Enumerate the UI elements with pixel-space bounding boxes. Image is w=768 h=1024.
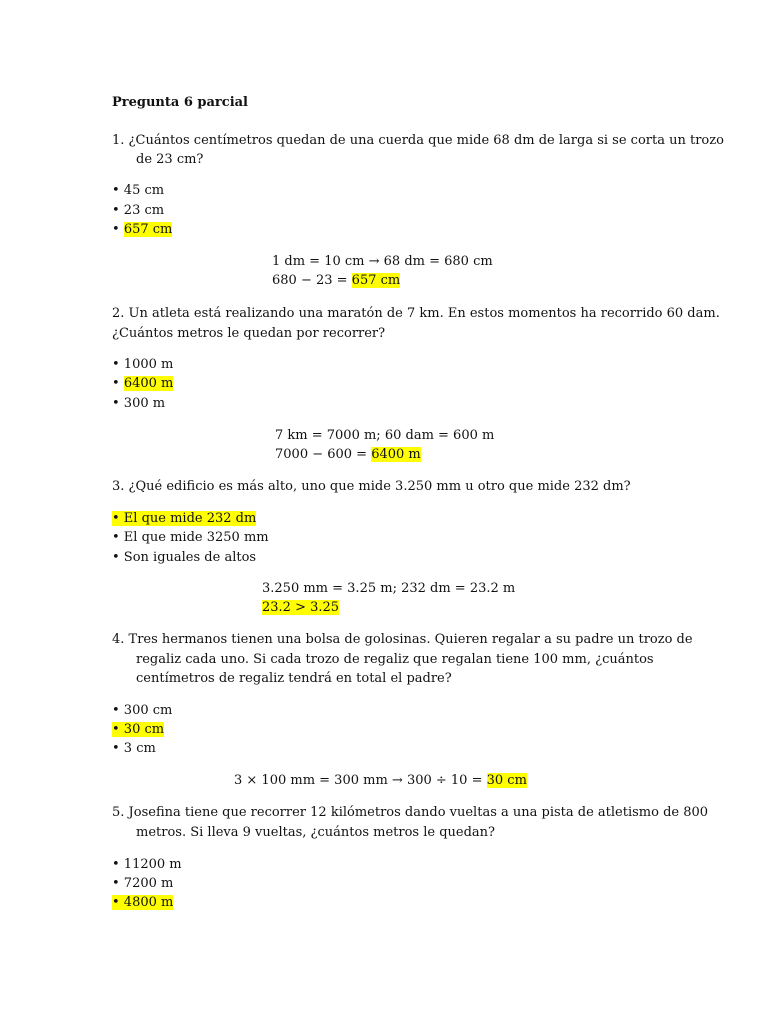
q1-option-3-highlight: 657 cm (123, 222, 173, 237)
page-title: Pregunta 6 parcial (112, 95, 248, 110)
question-3-text: 3. ¿Qué edificio es más alto, uno que mide 3.250 mm u otro que mide 232 dm? (112, 479, 631, 494)
q1-equation-2-answer: 657 cm (351, 273, 401, 288)
q3-option-1 (112, 510, 256, 527)
q5-option-2: • 7200 m (112, 876, 174, 891)
question-1-text-cont: de 23 cm? (136, 152, 204, 167)
q3-equation-1: 3.250 mm = 3.25 m; 232 dm = 23.2 m (262, 581, 516, 596)
q1-option-1: • 45 cm (112, 183, 165, 198)
q2-equation-2 (275, 446, 421, 463)
question-2-text-cont: ¿Cuántos metros le quedan por recorrer? (112, 326, 386, 341)
q1-equation-2 (272, 272, 400, 289)
q2-option-2-bullet: • (112, 376, 124, 391)
q4-option-3: • 3 cm (112, 741, 156, 756)
q3-equation-2-answer: 23.2 > 3.25 (262, 600, 340, 615)
q4-option-2-highlight: • 30 cm (112, 722, 165, 737)
q3-option-2: • El que mide 3250 mm (112, 530, 269, 545)
q1-equation-2-text: 680 − 23 = (272, 273, 352, 288)
q4-equation-1-text: 3 × 100 mm = 300 mm → 300 ÷ 10 = (234, 773, 487, 788)
question-2-text: 2. Un atleta está realizando una maratón de 7 km. En estos momentos ha recorrido 60 dam. (112, 306, 720, 321)
q3-option-3: • Son iguales de altos (112, 550, 257, 565)
q4-equation-1 (234, 772, 527, 789)
question-5-text-cont: metros. Si lleva 9 vueltas, ¿cuántos metros le quedan? (136, 825, 496, 840)
q5-option-3-highlight: • 4800 m (112, 895, 174, 910)
q4-option-1: • 300 cm (112, 703, 173, 718)
q3-option-1-highlight: • El que mide 232 dm (112, 511, 257, 526)
q1-option-3 (112, 221, 172, 238)
q3-equation-2 (262, 599, 339, 616)
q2-option-2 (112, 375, 173, 392)
q1-option-3-bullet: • (112, 222, 124, 237)
q2-equation-2-answer: 6400 m (371, 447, 421, 462)
question-4-text-cont-1: regaliz cada uno. Si cada trozo de regaliz que regalan tiene 100 mm, ¿cuántos (136, 652, 654, 667)
q2-option-3: • 300 m (112, 396, 166, 411)
q2-option-2-highlight: 6400 m (123, 376, 174, 391)
question-1-text: 1. ¿Cuántos centímetros quedan de una cuerda que mide 68 dm de larga si se corta un trozo (112, 133, 724, 148)
question-4-text: 4. Tres hermanos tienen una bolsa de golosinas. Quieren regalar a su padre un trozo de (112, 632, 693, 647)
q2-equation-1: 7 km = 7000 m; 60 dam = 600 m (275, 428, 495, 443)
q5-option-1: • 11200 m (112, 857, 182, 872)
question-4-text-cont-2: centímetros de regaliz tendrá en total el padre? (136, 671, 452, 686)
q5-option-3 (112, 894, 173, 911)
q4-equation-1-answer: 30 cm (486, 773, 527, 788)
q4-option-2 (112, 721, 164, 738)
q2-equation-2-text: 7000 − 600 = (275, 447, 372, 462)
q1-option-2: • 23 cm (112, 203, 165, 218)
q1-equation-1: 1 dm = 10 cm → 68 dm = 680 cm (272, 254, 493, 269)
q2-option-1: • 1000 m (112, 357, 174, 372)
question-5-text: 5. Josefina tiene que recorrer 12 kilómetros dando vueltas a una pista de atletismo de 800 (112, 805, 709, 820)
